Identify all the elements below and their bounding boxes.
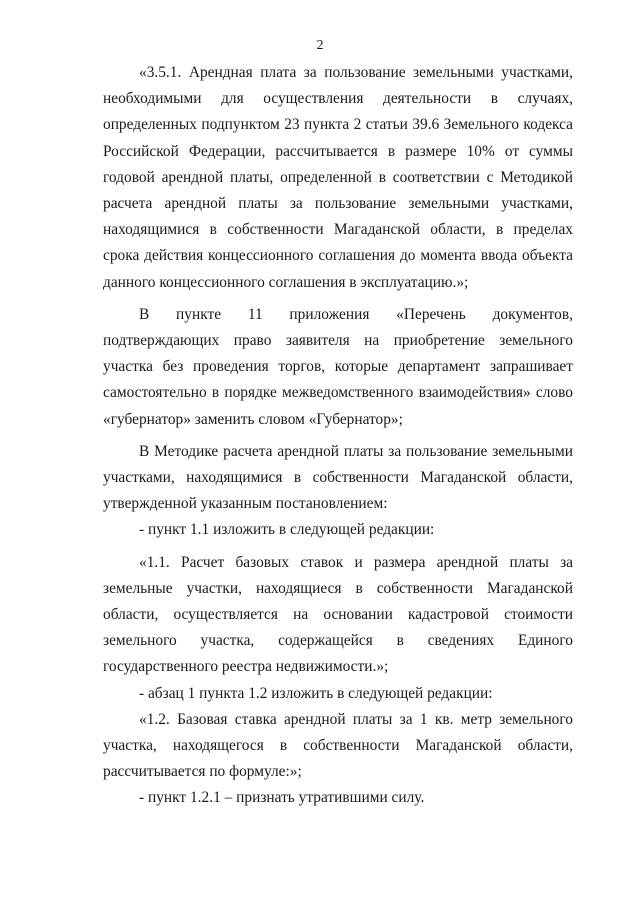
text-line: концессионного соглашения до момента ввода объекта данного [103,247,573,291]
paragraph-item-1-1 [103,550,573,681]
paragraph-item-1-1-intro [103,517,573,543]
page-number: 2 [316,38,324,53]
text-line: - пункт 1.2.1 – признать утратившими силу. [139,789,425,807]
text-line: необходимыми для осуществления деятельности в случаях, определенных [103,90,573,134]
paragraph-methodology [103,439,573,518]
text-line: в собственности Магаданской области, в пределах срока действия [103,221,573,265]
paragraph-appendix-11 [103,302,573,433]
text-line: утвержденной указанным постановлением: [103,495,388,513]
text-line: В Методике расчета арендной платы за пользование земельными [139,442,573,460]
text-line: концессионного соглашения в эксплуатацию.»; [159,273,469,291]
text-line: рассчитывается по формуле:»; [103,763,302,781]
paragraph-item-1-2-1 [103,785,573,811]
text-line: межведомственного взаимодействия» слово «губернатор» заменить [103,384,573,428]
paragraph-item-1-2-intro [103,681,573,707]
text-line: содержащейся в сведениях Единого государственного реестра [103,632,573,676]
text-line: платы, определенной в соответствии с Методикой расчета арендной платы [103,168,573,213]
text-line: Федерации, рассчитывается в размере 10% от суммы годовой арендной [103,142,573,186]
text-line: «1.1. Расчет базовых ставок и размера арендной платы за земельные [103,553,573,597]
text-line: «1.2. Базовая ставка арендной платы за 1 кв. метр земельного [139,710,573,728]
text-line: - абзац 1 пункта 1.2 изложить в следующей редакции: [139,684,493,702]
text-line: подпунктом 23 пункта 2 статьи 39.6 Земельного кодекса Российской [103,116,573,160]
paragraph-item-1-2 [103,707,573,786]
text-line: - пункт 1.1 изложить в следующей редакции: [139,521,435,539]
text-line: словом «Губернатор»; [258,410,403,428]
text-line: недвижимости.»; [275,658,389,676]
text-line: участки, находящиеся в собственности Магаданской области, [103,579,573,624]
text-line: участками, находящимися в собственности Магаданской области, [103,469,573,487]
text-line: торгов, которые департамент запрашивает самостоятельно в порядке [103,358,573,402]
text-line: осуществляется на основании кадастровой стоимости земельного участка, [103,606,573,650]
text-line: участка, находящегося в собственности Магаданской области, [103,737,573,755]
text-line: право заявителя на приобретение земельного участка без проведения [103,332,573,376]
paragraph-3-5-1 [103,60,573,296]
text-line: за пользование земельными участками, находящимися [103,195,573,239]
document-body [103,60,573,812]
text-line: В пункте 11 приложения «Перечень документов, подтверждающих [103,305,573,350]
text-line: «3.5.1. Арендная плата за пользование земельными участками, [139,64,573,81]
